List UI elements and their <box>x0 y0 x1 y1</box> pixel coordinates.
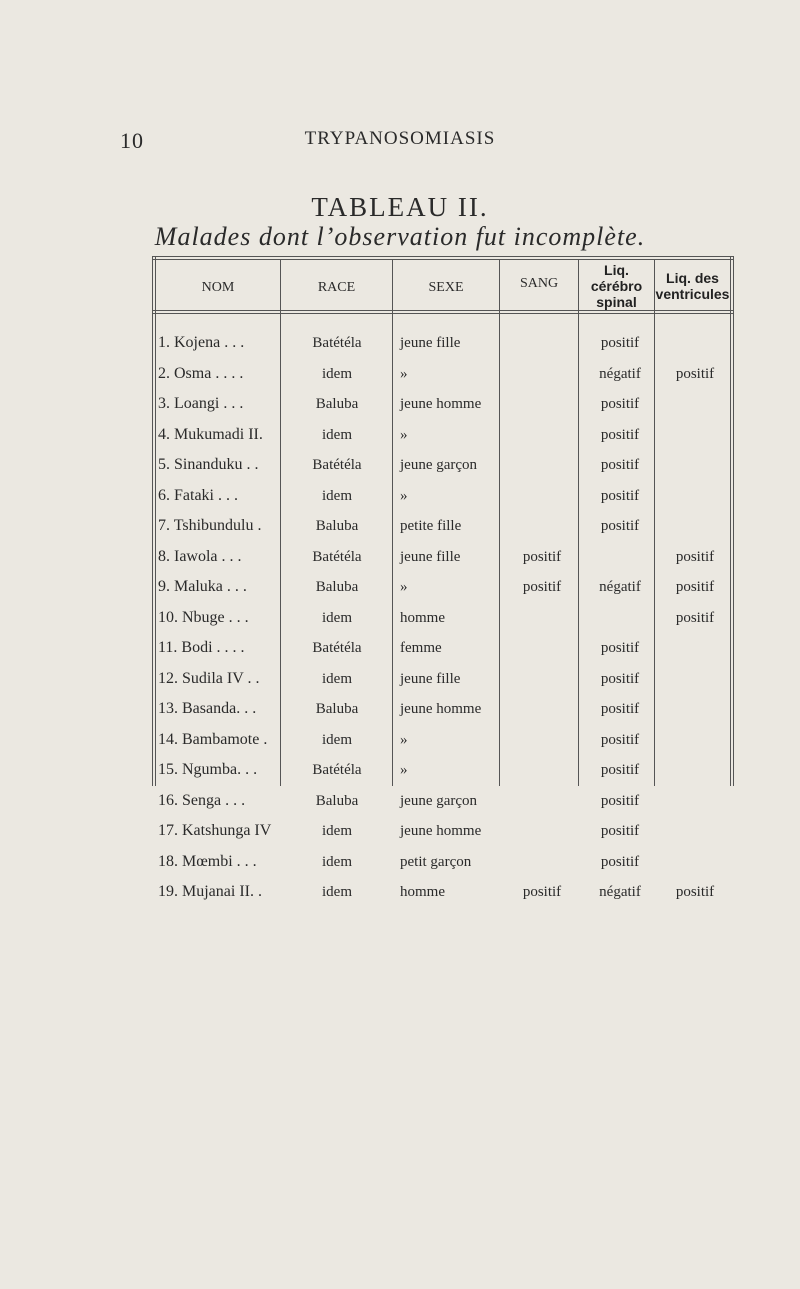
table-title: TABLEAU II. <box>311 192 489 222</box>
cell-nom: 2. Osma . . . . <box>158 364 244 382</box>
cell-liq-cerebro: positif <box>600 396 640 412</box>
cell-sang <box>504 725 580 755</box>
cell-race: idem <box>322 365 352 382</box>
running-head: TRYPANOSOMIASIS <box>304 128 496 149</box>
cell-liq-cerebro: positif <box>600 853 640 870</box>
cell-liq-cerebro: positif <box>600 640 640 656</box>
cell-liq-cerebro: positif <box>600 487 640 504</box>
table-row <box>152 664 734 694</box>
cell-sang <box>504 694 580 724</box>
cell-sexe: jeune garçon <box>400 457 478 473</box>
cell-liq-cerebro: positif <box>600 701 640 717</box>
table-row <box>152 877 734 907</box>
table-row <box>152 755 734 785</box>
cell-sexe: » <box>400 487 408 504</box>
cell-sang <box>504 816 580 846</box>
cell-nom: 13. Basanda. . . <box>158 700 257 717</box>
cell-liq-ventricules: positif <box>675 548 715 565</box>
cell-sang: positif <box>522 884 562 900</box>
cell-sang <box>504 633 580 663</box>
cell-liq-ventricules <box>658 450 732 480</box>
cell-liq-cerebro: positif <box>600 762 640 778</box>
cell-nom: 4. Mukumadi II. <box>158 425 263 443</box>
cell-sexe: » <box>400 762 408 778</box>
cell-liq-cerebro: positif <box>600 670 640 687</box>
cell-liq-ventricules <box>658 511 732 541</box>
cell-liq-ventricules <box>658 816 732 846</box>
table-row <box>152 389 734 419</box>
cell-sexe: jeune fille <box>400 670 461 687</box>
cell-race: Baluba <box>315 396 359 412</box>
cell-sexe: homme <box>400 884 445 900</box>
table-row <box>152 847 734 877</box>
cell-race: idem <box>322 426 352 443</box>
cell-race: Batétéla <box>312 457 362 473</box>
cell-liq-cerebro: négatif <box>599 884 641 900</box>
cell-liq-ventricules <box>658 389 732 419</box>
cell-sexe: jeune fille <box>400 335 461 351</box>
cell-liq-ventricules <box>658 847 732 877</box>
cell-sang <box>504 603 580 633</box>
table-row <box>152 420 734 450</box>
cell-liq-cerebro: négatif <box>599 365 641 382</box>
header-sexe: SEXE <box>428 280 464 295</box>
cell-sang: positif <box>522 548 562 565</box>
cell-sexe: homme <box>400 609 445 626</box>
table-row <box>152 572 734 602</box>
cell-liq-cerebro: positif <box>600 731 640 748</box>
cell-liq-ventricules <box>658 420 732 450</box>
cell-nom: 11. Bodi . . . . <box>158 639 245 656</box>
table-subtitle: Malades dont l’observation fut incomplète. <box>154 222 646 251</box>
cell-sang <box>504 755 580 785</box>
cell-race: idem <box>322 609 352 626</box>
cell-liq-ventricules: positif <box>675 884 715 900</box>
cell-sang <box>504 481 580 511</box>
cell-liq-cerebro: négatif <box>599 579 641 595</box>
cell-nom: 6. Fataki . . . <box>158 486 238 504</box>
cell-liq-cerebro: positif <box>600 823 640 839</box>
cell-liq-ventricules: positif <box>675 579 715 595</box>
cell-sang <box>504 847 580 877</box>
cell-sexe: jeune homme <box>400 823 482 839</box>
header-liq-ventricules: Liq. des ventricules <box>655 270 730 302</box>
cell-race: Batétéla <box>312 762 362 778</box>
cell-sexe: petite fille <box>400 518 462 534</box>
cell-sang <box>504 511 580 541</box>
cell-liq-cerebro: positif <box>600 335 640 351</box>
table-row <box>152 511 734 541</box>
cell-nom: 7. Tshibundulu . <box>158 517 262 534</box>
table-row <box>152 359 734 389</box>
cell-liq-ventricules: positif <box>675 609 715 626</box>
cell-sexe: femme <box>400 640 442 656</box>
cell-nom: 14. Bambamote . <box>158 730 268 748</box>
cell-nom: 8. Iawola . . . <box>158 547 242 565</box>
cell-liq-ventricules <box>658 694 732 724</box>
table-row <box>152 816 734 846</box>
cell-race: idem <box>322 853 352 870</box>
top-rule <box>152 256 734 257</box>
cell-sexe: » <box>400 579 408 595</box>
header-sang: SANG <box>519 276 559 291</box>
cell-liq-ventricules <box>658 755 732 785</box>
cell-race: Baluba <box>315 579 359 595</box>
cell-race: Baluba <box>315 701 359 717</box>
cell-liq-cerebro: positif <box>600 518 640 534</box>
cell-nom: 10. Nbuge . . . <box>158 608 249 626</box>
cell-liq-cerebro <box>582 603 658 633</box>
cell-liq-cerebro <box>582 542 658 572</box>
cell-race: idem <box>322 884 352 900</box>
cell-liq-cerebro: positif <box>600 426 640 443</box>
cell-sang <box>504 328 580 358</box>
cell-sang <box>504 420 580 450</box>
header-nom: NOM <box>201 280 235 295</box>
cell-liq-ventricules <box>658 328 732 358</box>
table-row <box>152 481 734 511</box>
table-row <box>152 633 734 663</box>
cell-sexe: » <box>400 365 408 382</box>
cell-liq-ventricules: positif <box>675 365 715 382</box>
cell-sexe: petit garçon <box>400 853 472 870</box>
table-row <box>152 542 734 572</box>
cell-liq-cerebro: positif <box>600 792 640 809</box>
cell-nom: 5. Sinanduku . . <box>158 456 259 473</box>
header-liq-cerebro: Liq. cérébro spinal <box>590 262 643 310</box>
cell-race: idem <box>322 670 352 687</box>
cell-nom: 18. Mœmbi . . . <box>158 852 257 870</box>
cell-nom: 19. Mujanai II. . <box>158 883 262 900</box>
cell-sexe: jeune garçon <box>400 792 478 809</box>
cell-sexe: jeune homme <box>400 701 482 717</box>
cell-sexe: » <box>400 731 408 748</box>
cell-sexe: jeune fille <box>400 548 461 565</box>
cell-race: idem <box>322 823 352 839</box>
cell-sang <box>504 450 580 480</box>
results-table <box>152 256 734 900</box>
cell-sang: positif <box>522 579 562 595</box>
cell-nom: 16. Senga . . . <box>158 791 246 809</box>
table-row <box>152 725 734 755</box>
cell-liq-ventricules <box>658 481 732 511</box>
cell-race: idem <box>322 731 352 748</box>
table-row <box>152 786 734 816</box>
cell-race: Baluba <box>315 518 359 534</box>
cell-liq-cerebro: positif <box>600 457 640 473</box>
cell-race: idem <box>322 487 352 504</box>
table-row <box>152 694 734 724</box>
cell-race: Batétéla <box>312 335 362 351</box>
cell-nom: 1. Kojena . . . <box>158 334 245 351</box>
cell-liq-ventricules <box>658 664 732 694</box>
cell-sang <box>504 359 580 389</box>
cell-race: Batétéla <box>312 640 362 656</box>
cell-sang <box>504 786 580 816</box>
table-row <box>152 603 734 633</box>
cell-race: Baluba <box>315 792 359 809</box>
cell-nom: 9. Maluka . . . <box>158 578 247 595</box>
table-row <box>152 450 734 480</box>
table-row <box>152 328 734 358</box>
cell-sang <box>504 389 580 419</box>
cell-liq-ventricules <box>658 786 732 816</box>
cell-nom: 15. Ngumba. . . <box>158 761 258 778</box>
cell-nom: 3. Loangi . . . <box>158 395 244 412</box>
cell-sexe: jeune homme <box>400 396 482 412</box>
cell-nom: 17. Katshunga IV <box>158 822 272 839</box>
cell-race: Batétéla <box>312 548 362 565</box>
cell-sexe: » <box>400 426 408 443</box>
cell-sang <box>504 664 580 694</box>
cell-nom: 12. Sudila IV . . <box>158 669 260 687</box>
header-race: RACE <box>317 280 356 295</box>
cell-liq-ventricules <box>658 725 732 755</box>
cell-liq-ventricules <box>658 633 732 663</box>
page-number: 10 <box>120 128 144 153</box>
